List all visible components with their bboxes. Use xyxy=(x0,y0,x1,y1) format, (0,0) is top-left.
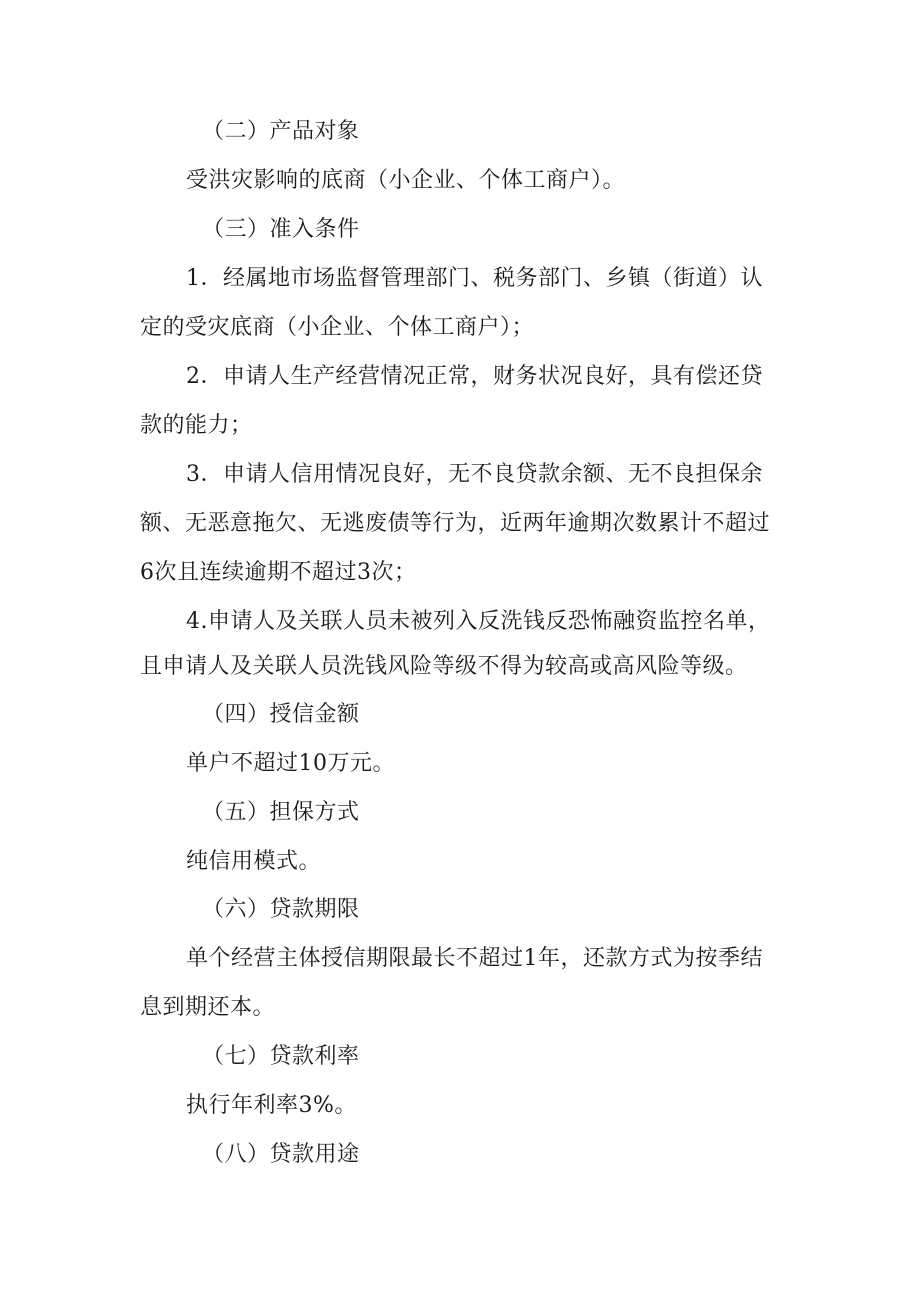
paragraph-condition-3-line-2: 额、无恶意拖欠、无逃废债等行为，近两年逾期次数累计不超过 xyxy=(140,511,771,536)
section-heading-guarantee: （五）担保方式 xyxy=(202,800,360,825)
paragraph-product-target: 受洪灾影响的底商（小企业、个体工商户）。 xyxy=(186,168,626,193)
section-heading-loan-purpose: （八）贷款用途 xyxy=(202,1142,360,1167)
paragraph-condition-2-line-1: 2．申请人生产经营情况正常，财务状况良好，具有偿还贷 xyxy=(186,364,763,389)
paragraph-condition-4-line-2: 且申请人及关联人员洗钱风险等级不得为较高或高风险等级。 xyxy=(140,654,748,679)
paragraph-condition-1-line-2: 定的受灾底商（小企业、个体工商户）； xyxy=(140,315,535,340)
paragraph-condition-3-line-1: 3．申请人信用情况良好，无不良贷款余额、无不良担保余 xyxy=(186,462,763,487)
paragraph-condition-4-line-1: 4.申请人及关联人员未被列入反洗钱反恐怖融资监控名单， xyxy=(186,609,771,634)
section-heading-interest-rate: （七）贷款利率 xyxy=(202,1044,360,1069)
section-heading-product-target: （二）产品对象 xyxy=(202,119,360,144)
paragraph-condition-1-line-1: 1．经属地市场监督管理部门、税务部门、乡镇（街道）认 xyxy=(186,266,763,291)
paragraph-loan-term-line-2: 息到期还本。 xyxy=(140,995,276,1020)
paragraph-interest-rate: 执行年利率3%。 xyxy=(186,1093,357,1118)
section-heading-credit-amount: （四）授信金额 xyxy=(202,702,360,727)
paragraph-credit-amount: 单户不超过10万元。 xyxy=(186,751,395,776)
paragraph-guarantee: 纯信用模式。 xyxy=(186,849,322,874)
section-heading-loan-term: （六）贷款期限 xyxy=(202,897,360,922)
paragraph-condition-3-line-3: 6次且连续逾期不超过3次； xyxy=(140,560,417,585)
section-heading-eligibility: （三）准入条件 xyxy=(202,217,360,242)
paragraph-loan-term-line-1: 单个经营主体授信期限最长不超过1年，还款方式为按季结 xyxy=(186,946,763,971)
paragraph-condition-2-line-2: 款的能力； xyxy=(140,413,253,438)
